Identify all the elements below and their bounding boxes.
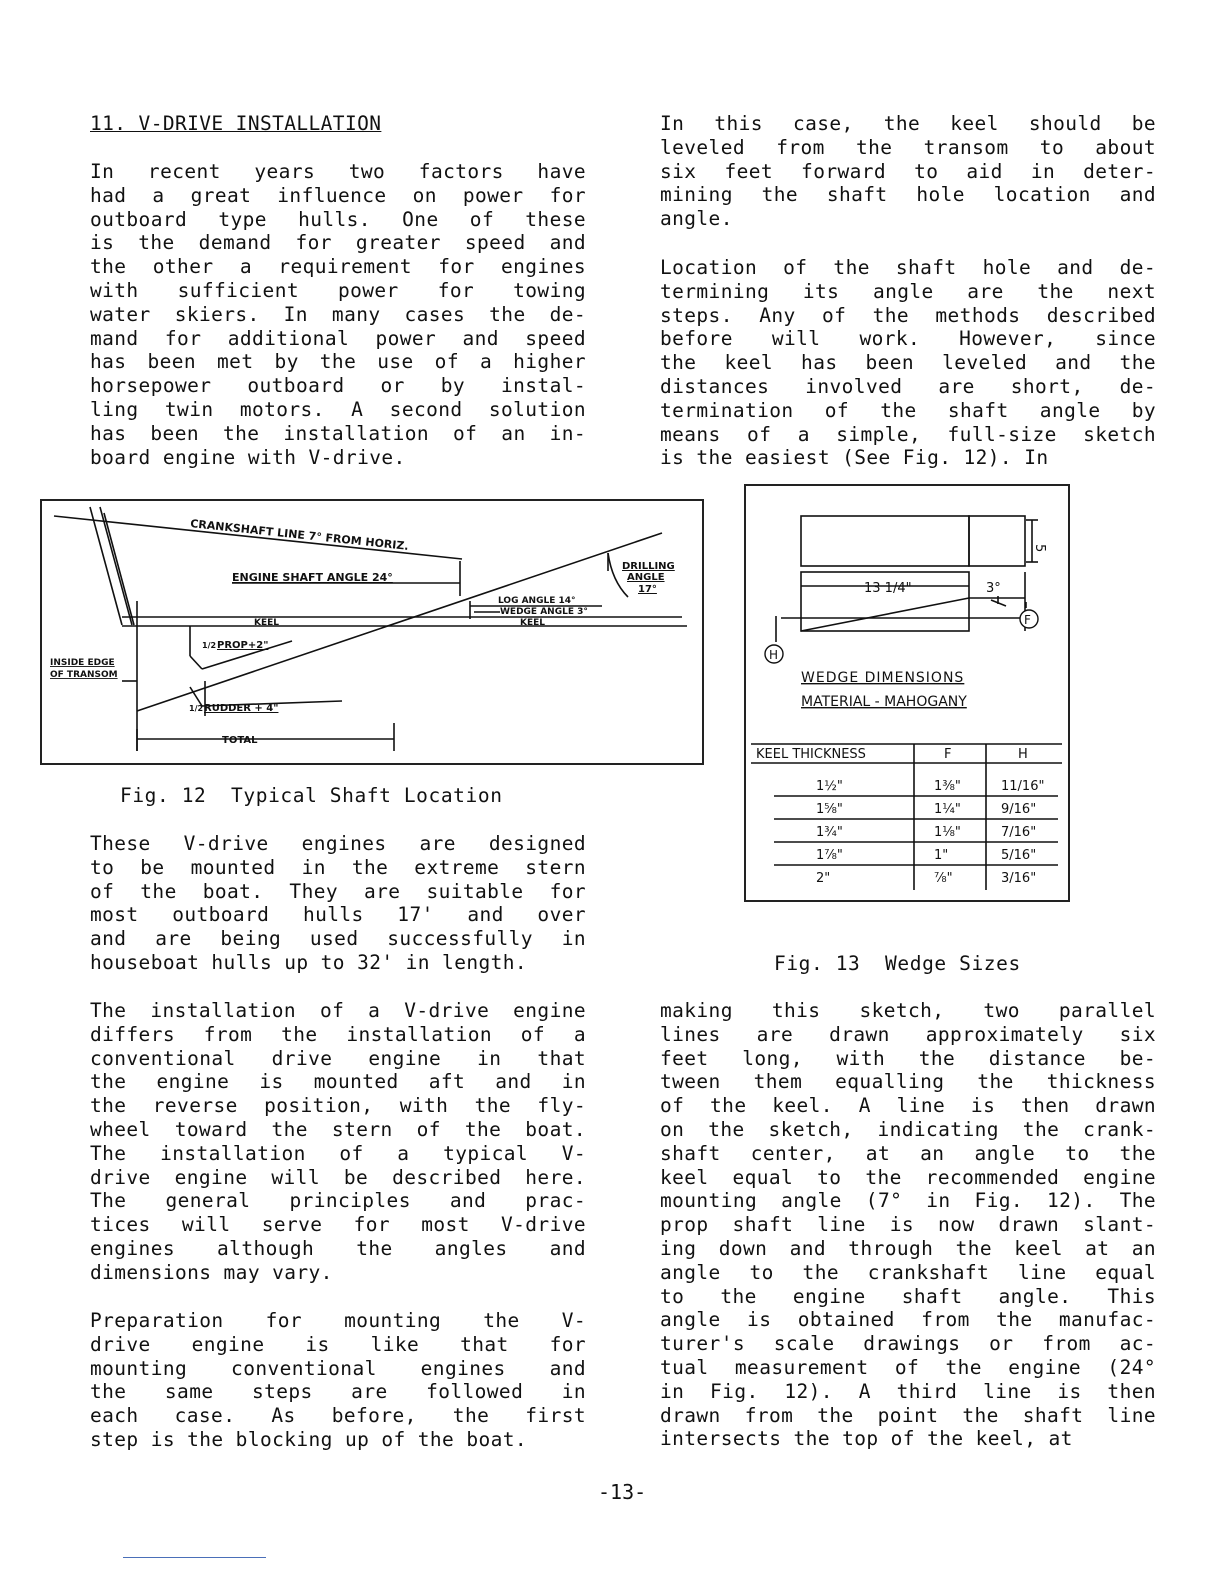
table-cell: 3/16" xyxy=(1001,871,1037,886)
text-line: leveled from the transom to about xyxy=(660,135,1156,159)
table-cell: 1⅜" xyxy=(934,779,961,794)
wedge-material: MATERIAL - MAHOGANY xyxy=(801,694,967,710)
wedge-title: WEDGE DIMENSIONS xyxy=(801,670,965,686)
label-engine-shaft-angle: ENGINE SHAFT ANGLE 24° xyxy=(232,571,393,584)
right-paragraph-1 xyxy=(660,112,1156,231)
label-drilling-angle-1: DRILLING xyxy=(622,561,675,572)
table-header: H xyxy=(1018,747,1028,762)
text-line: The installation of a typical V- xyxy=(90,1141,586,1165)
figure-12 xyxy=(40,499,704,765)
text-line: termination of the shaft angle by xyxy=(660,398,1156,422)
dimension-height: 5 xyxy=(1032,544,1047,553)
left-paragraph-3 xyxy=(90,999,586,1285)
dimension-length: 13 1/4" xyxy=(864,581,912,596)
table-cell: 1⅝" xyxy=(816,802,843,817)
table-header: KEEL THICKNESS xyxy=(756,747,866,762)
text-line: is the easiest (See Fig. 12). In xyxy=(660,446,1049,470)
table-cell: 1⅛" xyxy=(934,825,961,840)
marker-f xyxy=(1020,610,1038,628)
label-crankshaft-line: CRANKSHAFT LINE 7° FROM HORIZ. xyxy=(189,517,410,553)
text-line: wheel toward the stern of the boat. xyxy=(90,1117,586,1141)
table-cell: 1¾" xyxy=(816,825,843,840)
figure-13 xyxy=(744,484,1070,902)
marker-f-label: F xyxy=(1024,613,1031,627)
right-paragraph-2 xyxy=(660,256,1156,470)
text-line: angle is obtained from the manufac- xyxy=(660,1308,1156,1332)
text-line: The installation of a V-drive engine xyxy=(90,999,586,1022)
text-line: These V-drive engines are designed xyxy=(90,832,586,855)
text-line: on the sketch, indicating the crank- xyxy=(660,1117,1156,1141)
text-line: the same steps are followed in xyxy=(90,1380,586,1404)
text-line: angle to the crankshaft line equal xyxy=(660,1260,1156,1284)
text-line: to be mounted in the extreme stern xyxy=(90,855,586,879)
text-line: distances involved are short, de- xyxy=(660,374,1156,398)
left-paragraph-1 xyxy=(90,160,586,469)
right-paragraph-3 xyxy=(660,999,1156,1451)
text-line: conventional drive engine in that xyxy=(90,1046,586,1070)
text-line: mining the shaft hole location and xyxy=(660,183,1156,207)
table-cell: 11/16" xyxy=(1001,779,1045,794)
text-line: drive engine is like that for xyxy=(90,1332,586,1356)
label-keel-right: KEEL xyxy=(520,618,546,628)
text-line: the keel has been leveled and the xyxy=(660,351,1156,375)
text-line: most outboard hulls 17' and over xyxy=(90,903,586,927)
text-line: dimensions may vary. xyxy=(90,1260,333,1284)
wedge-dimensions-diagram xyxy=(746,486,1068,900)
text-line: board engine with V-drive. xyxy=(90,445,406,469)
text-line: six feet forward to aid in deter- xyxy=(660,159,1156,183)
table-cell: 7/16" xyxy=(1001,825,1037,840)
table-cell: 1¼" xyxy=(934,802,961,817)
text-line: water skiers. In many cases the de- xyxy=(90,302,586,326)
table-cell: 1" xyxy=(934,848,949,863)
text-line: intersects the top of the keel, at xyxy=(660,1427,1073,1451)
text-line: ling twin motors. A second solution xyxy=(90,397,586,421)
text-line: means of a simple, full-size sketch xyxy=(660,422,1156,446)
text-line: feet long, with the distance be- xyxy=(660,1046,1156,1070)
text-line: has been met by the use of a higher xyxy=(90,350,586,374)
marker-h-label: H xyxy=(769,648,779,662)
label-log-angle: LOG ANGLE 14° xyxy=(498,596,576,606)
label-keel-left: KEEL xyxy=(254,618,280,628)
table-cell: ⅞" xyxy=(934,871,953,886)
footnote-rule xyxy=(123,1557,266,1558)
text-line: of the keel. A line is then drawn xyxy=(660,1094,1156,1118)
text-line: mounting angle (7° in Fig. 12). The xyxy=(660,1189,1156,1213)
page-number: -13- xyxy=(598,1480,647,1504)
text-line: drawn from the point the shaft line xyxy=(660,1403,1156,1427)
text-line: and are being used successfully in xyxy=(90,927,586,951)
text-line: each case. As before, the first xyxy=(90,1404,586,1428)
text-line: mounting conventional engines and xyxy=(90,1356,586,1380)
text-line: had a great influence on power for xyxy=(90,183,586,207)
text-line: with sufficient power for towing xyxy=(90,278,586,302)
text-line: outboard type hulls. One of these xyxy=(90,207,586,231)
marker-h xyxy=(765,645,783,663)
label-wedge-angle: WEDGE ANGLE 3° xyxy=(500,607,588,617)
table-header: F xyxy=(944,747,952,762)
text-line: engines although the angles and xyxy=(90,1236,586,1260)
text-line: step is the blocking up of the boat. xyxy=(90,1427,528,1451)
text-line: horsepower outboard or by instal- xyxy=(90,374,586,398)
text-line: Preparation for mounting the V- xyxy=(90,1309,586,1332)
label-rudder-fraction: 1/2 xyxy=(189,704,204,713)
text-line: is the demand for greater speed and xyxy=(90,231,586,255)
text-line: making this sketch, two parallel xyxy=(660,999,1156,1022)
label-rudder: RUDDER + 4" xyxy=(204,703,279,714)
text-line: steps. Any of the methods described xyxy=(660,303,1156,327)
table-cell: 5/16" xyxy=(1001,848,1037,863)
figure-12-caption: Fig. 12 Typical Shaft Location xyxy=(120,784,503,807)
text-line: termining its angle are the next xyxy=(660,279,1156,303)
text-line: In this case, the keel should be xyxy=(660,112,1156,135)
label-transom-1: INSIDE EDGE xyxy=(50,658,115,668)
text-line: differs from the installation of a xyxy=(90,1022,586,1046)
text-line: before will work. However, since xyxy=(660,327,1156,351)
text-line: the other a requirement for engines xyxy=(90,255,586,279)
text-line: the engine is mounted aft and in xyxy=(90,1070,586,1094)
table-cell: 2" xyxy=(816,871,831,886)
text-line: prop shaft line is now drawn slant- xyxy=(660,1213,1156,1237)
table-cell: 9/16" xyxy=(1001,802,1037,817)
table-cell: 1⅞" xyxy=(816,848,843,863)
text-line: of the boat. They are suitable for xyxy=(90,879,586,903)
dimension-angle: 3° xyxy=(986,581,1001,596)
text-line: the reverse position, with the fly- xyxy=(90,1094,586,1118)
left-paragraph-4 xyxy=(90,1309,586,1452)
text-line: In recent years two factors have xyxy=(90,160,586,183)
text-line: mand for additional power and speed xyxy=(90,326,586,350)
text-line: drive engine will be described here. xyxy=(90,1165,586,1189)
left-paragraph-2 xyxy=(90,832,586,975)
section-title: 11. V-DRIVE INSTALLATION xyxy=(90,112,382,135)
text-line: turer's scale drawings or from ac- xyxy=(660,1332,1156,1356)
label-drilling-angle-3: 17° xyxy=(638,584,657,595)
label-drilling-angle-2: ANGLE xyxy=(627,572,665,583)
label-prop: PROP+2" xyxy=(217,640,269,651)
text-line: keel equal to the recommended engine xyxy=(660,1165,1156,1189)
table-cell: 1½" xyxy=(816,779,843,794)
text-line: angle. xyxy=(660,207,733,231)
text-line: The general principles and prac- xyxy=(90,1189,586,1213)
label-prop-fraction: 1/2 xyxy=(202,641,217,650)
text-line: houseboat hulls up to 32' in length. xyxy=(90,950,528,974)
text-line: tual measurement of the engine (24° xyxy=(660,1355,1156,1379)
text-line: tices will serve for most V-drive xyxy=(90,1213,586,1237)
text-line: has been the installation of an in- xyxy=(90,421,586,445)
label-total: TOTAL xyxy=(222,735,258,746)
text-line: tween them equalling the thickness xyxy=(660,1070,1156,1094)
label-transom-2: OF TRANSOM xyxy=(50,670,118,680)
text-line: lines are drawn approximately six xyxy=(660,1022,1156,1046)
text-line: ing down and through the keel at an xyxy=(660,1236,1156,1260)
text-line: to the engine shaft angle. This xyxy=(660,1284,1156,1308)
text-line: in Fig. 12). A third line is then xyxy=(660,1379,1156,1403)
figure-13-caption: Fig. 13 Wedge Sizes xyxy=(774,952,1021,975)
text-line: shaft center, at an angle to the xyxy=(660,1141,1156,1165)
shaft-location-diagram xyxy=(42,501,702,763)
text-line: Location of the shaft hole and de- xyxy=(660,256,1156,279)
